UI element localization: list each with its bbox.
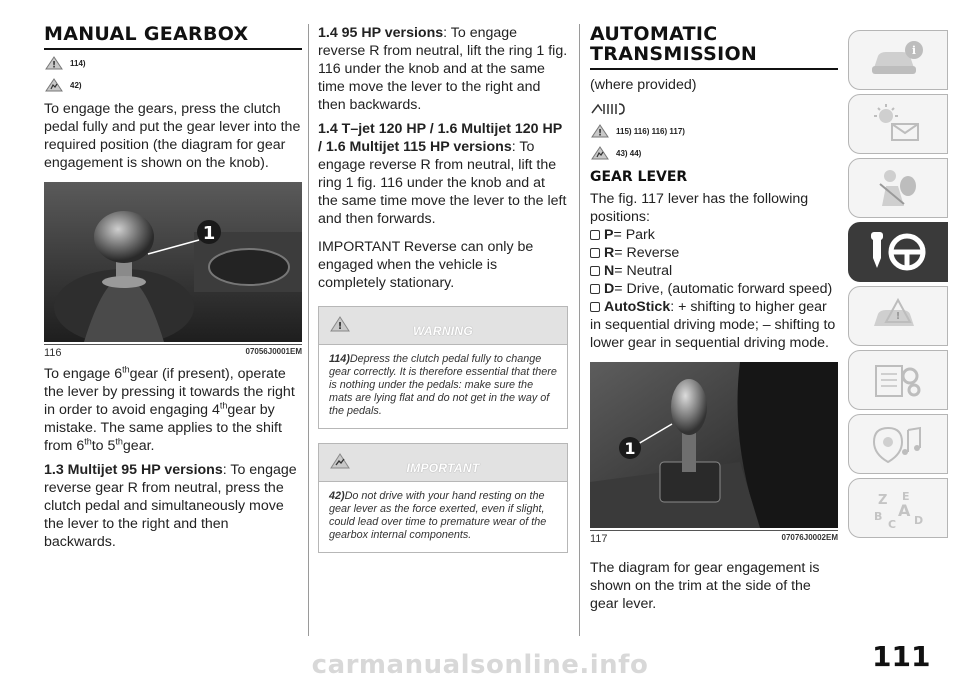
important-ref-row bbox=[44, 76, 302, 94]
figure-callout: 1 bbox=[202, 223, 216, 244]
section-title-automatic-line1: AUTOMATIC bbox=[590, 23, 718, 45]
version-symbol-icon bbox=[590, 101, 630, 117]
tab-warning-lights[interactable] bbox=[848, 94, 948, 154]
warning-ref[interactable]: 114) bbox=[70, 58, 86, 68]
alphabetical-index-icon bbox=[868, 486, 928, 530]
warning-box-body: 114)Depress the clutch pedal fully to change gear correctly. It is therefore essential that there is nothing under the pedals: make sure the mats are lying flat and do not get in the way of the pedals. bbox=[319, 345, 567, 428]
multijet95-label: 1.3 Multijet 95 HP versions bbox=[44, 462, 223, 478]
important-box-title: IMPORTANT bbox=[406, 461, 480, 475]
column-divider bbox=[308, 24, 309, 636]
gear-positions-list bbox=[590, 226, 838, 352]
page-number: 111 bbox=[872, 640, 931, 673]
figure-callout: 1 bbox=[624, 439, 636, 458]
where-provided: (where provided) bbox=[590, 77, 697, 93]
column-divider bbox=[579, 24, 580, 636]
warning-box bbox=[318, 306, 568, 429]
key-steering-wheel-icon bbox=[863, 228, 933, 276]
warning-ref[interactable]: 115) 116) 116) 117) bbox=[616, 126, 685, 136]
car-emergency-icon bbox=[868, 294, 928, 338]
tab-index[interactable] bbox=[848, 478, 948, 538]
important-ref-row bbox=[590, 144, 838, 162]
car-info-icon bbox=[868, 38, 928, 82]
figure-code: 07056J0001EM bbox=[245, 347, 302, 356]
warning-lights-icon bbox=[868, 102, 928, 146]
svg-text:!: ! bbox=[597, 128, 603, 139]
multijet95-paragraph: 1.3 Multijet 95 HP versions: To engage reverse gear R from neutral, press the clutch pedal and simultaneously move the lever to the right and then backwards. bbox=[44, 462, 297, 550]
list-item: P = Park bbox=[590, 226, 838, 244]
closing-paragraph: The diagram for gear engagement is shown on the trim at the side of the gear lever. bbox=[590, 560, 820, 612]
figure-117-automatic-gear-lever bbox=[590, 362, 838, 528]
warning-ref-row bbox=[44, 54, 302, 72]
svg-text:B: B bbox=[874, 510, 883, 523]
checkbox-bullet-icon bbox=[590, 284, 600, 294]
list-item: N = Neutral bbox=[590, 262, 838, 280]
checkbox-bullet-icon bbox=[590, 248, 600, 258]
figure-116-manual-gear-lever bbox=[44, 182, 302, 342]
warning-ref-row bbox=[590, 122, 838, 140]
gear-knob-photo bbox=[44, 182, 302, 342]
tjet-paragraph: 1.4 T–jet 120 HP / 1.6 Multijet 120 HP / 1.6 Multijet 115 HP versions: To engage reverse R from neutral, lift the ring 1 fig. 116 under the knob and at the same time move the lever to the left and then forwards. bbox=[318, 121, 567, 227]
hp95-label: 1.4 95 HP versions bbox=[318, 25, 444, 41]
tab-servicing-and-care[interactable] bbox=[848, 350, 948, 410]
svg-text:!: ! bbox=[337, 321, 343, 332]
chapter-tabs bbox=[848, 30, 948, 542]
column-automatic-transmission bbox=[590, 24, 838, 613]
list-item: R = Reverse bbox=[590, 244, 838, 262]
figure-caption bbox=[44, 344, 302, 359]
checkbox-bullet-icon bbox=[590, 266, 600, 276]
checkbox-bullet-icon bbox=[590, 230, 600, 240]
watermark: carmanualsonline.info bbox=[311, 650, 649, 678]
hp95-paragraph: 1.4 95 HP versions: To engage reverse R from neutral, lift the ring 1 fig. 116 under the knob and at the same time move the lever to the right and then backwards. bbox=[318, 25, 568, 113]
svg-text:!: ! bbox=[895, 311, 901, 322]
tab-multimedia[interactable] bbox=[848, 414, 948, 474]
warning-box-title: WARNING bbox=[412, 324, 474, 338]
figure-caption bbox=[590, 530, 838, 545]
warning-box-ref: 114) bbox=[329, 353, 350, 365]
important-hand-icon bbox=[329, 452, 351, 470]
gear-lever-title: GEAR LEVER bbox=[590, 169, 688, 185]
sixth-gear-paragraph: To engage 6thgear (if present), operate the lever by pressing it towards the right in order to avoid engaging 4thgear by mistake. The same applies to the shift from 6thto 5thgear. bbox=[44, 364, 295, 454]
tab-in-an-emergency[interactable] bbox=[848, 286, 948, 346]
warning-triangle-icon bbox=[590, 123, 610, 139]
safety-airbag-icon bbox=[868, 166, 928, 210]
figure-code: 07076J0002EM bbox=[781, 533, 838, 542]
important-ref[interactable]: 42) bbox=[70, 80, 82, 90]
auto-lever-photo bbox=[590, 362, 838, 528]
svg-text:A: A bbox=[898, 501, 911, 520]
important-ref[interactable]: 43) 44) bbox=[616, 148, 642, 158]
svg-text:C: C bbox=[888, 518, 897, 530]
figure-number: 117 bbox=[590, 533, 608, 545]
important-box bbox=[318, 443, 568, 553]
tab-safety[interactable] bbox=[848, 158, 948, 218]
section-title-manual-gearbox: MANUAL GEARBOX bbox=[44, 24, 302, 50]
important-box-ref: 42) bbox=[329, 490, 345, 502]
gear-lever-intro: The fig. 117 lever has the following positions: bbox=[590, 191, 809, 225]
tab-starting-and-driving[interactable] bbox=[848, 222, 948, 282]
warning-triangle-icon bbox=[329, 315, 351, 333]
multimedia-icon bbox=[868, 422, 928, 466]
column-manual-gearbox bbox=[44, 24, 302, 551]
important-reverse-note: IMPORTANT Reverse can only be engaged when the vehicle is completely stationary. bbox=[318, 239, 534, 291]
tab-knowing-your-car[interactable] bbox=[848, 30, 948, 90]
warning-triangle-icon bbox=[44, 55, 64, 71]
important-hand-icon bbox=[44, 77, 64, 93]
important-hand-icon bbox=[590, 145, 610, 161]
svg-text:E: E bbox=[902, 490, 910, 503]
column-reverse-gear bbox=[318, 24, 568, 553]
intro-paragraph: To engage the gears, press the clutch pedal fully and put the gear lever into the required position (the diagram for gear engagement is shown on the knob). bbox=[44, 101, 301, 171]
list-item: D = Drive, (automatic forward speed) bbox=[590, 280, 838, 298]
svg-text:!: ! bbox=[51, 60, 57, 71]
svg-text:Z: Z bbox=[878, 493, 888, 508]
svg-text:i: i bbox=[911, 44, 917, 57]
list-item-autostick: AutoStick: + shifting to higher gear in sequential driving mode; – shifting to lower gear in sequential driving mode. bbox=[590, 299, 836, 351]
checkbox-bullet-icon bbox=[590, 302, 600, 312]
tjet-label: 1.4 T–jet 120 HP / 1.6 Multijet 120 HP / 1.6 Multijet 115 HP versions bbox=[318, 121, 562, 155]
figure-number: 116 bbox=[44, 347, 62, 359]
svg-text:D: D bbox=[914, 514, 924, 527]
maintenance-gears-icon bbox=[868, 358, 928, 402]
section-title-automatic-line2: TRANSMISSION bbox=[590, 44, 838, 70]
important-box-body: 42)Do not drive with your hand resting on the gear lever as the force exerted, even if slight, could lead over time to premature wear of the gearbox internal components. bbox=[319, 482, 567, 552]
